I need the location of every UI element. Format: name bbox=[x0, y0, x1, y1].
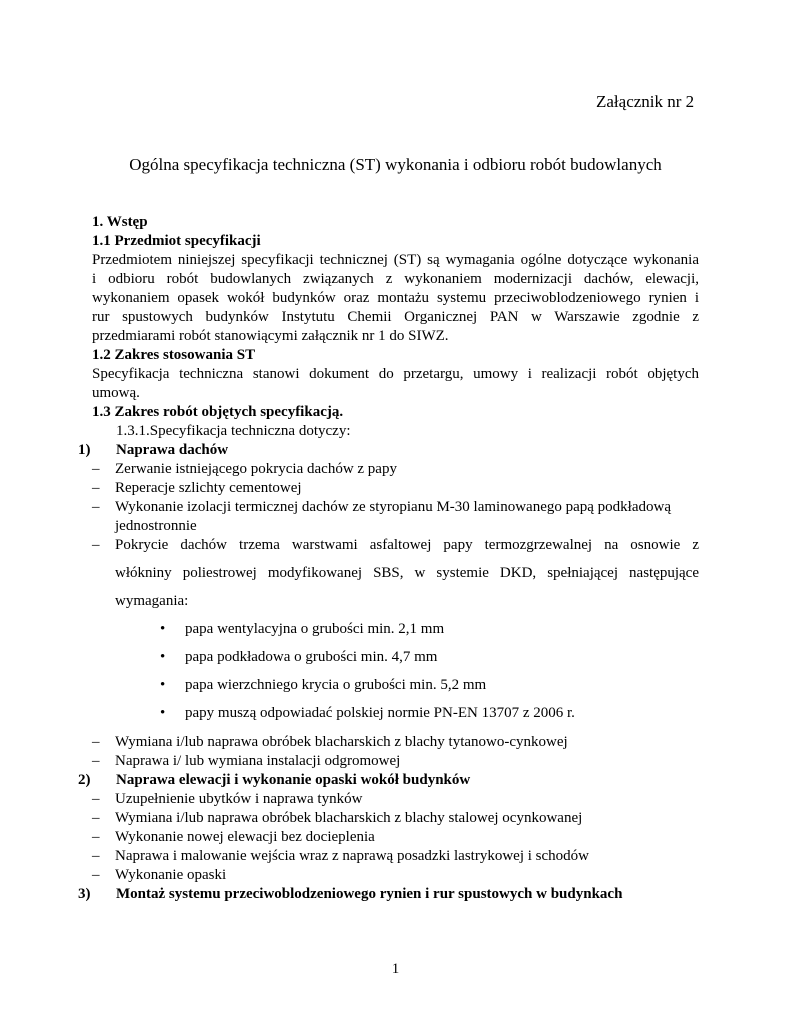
list-item-text: Wykonanie izolacji termicznej dachów ze styropianu M-30 laminowanego papą podkładową bbox=[115, 499, 671, 515]
bullet-marker: • bbox=[160, 677, 166, 693]
paragraph-line: Przedmiotem niniejszej specyfikacji technicznej (ST) są wymagania ogólne dotyczące wykonania bbox=[92, 252, 699, 268]
paragraph-line: Specyfikacja techniczna stanowi dokument do przetargu, umowy i realizacji robót objętych bbox=[92, 366, 699, 382]
bullet-item: papa wierzchniego krycia o grubości min. 5,2 mm bbox=[185, 677, 487, 693]
paragraph-line: i odbioru robót budowlanych związanych z wykonaniem modernizacji dachów, elewacji, bbox=[92, 271, 699, 287]
dash-marker: – bbox=[92, 461, 100, 477]
subsection-heading-scope: 1.2 Zakres stosowania ST bbox=[92, 347, 256, 363]
bullet-item: papa podkładowa o grubości min. 4,7 mm bbox=[185, 649, 438, 665]
list-item-text: Uzupełnienie ubytków i naprawa tynków bbox=[115, 791, 363, 807]
paragraph-line: przedmiarami robót stanowiącymi załącznik nr 1 do SIWZ. bbox=[92, 328, 449, 344]
dash-marker: – bbox=[92, 537, 100, 553]
paragraph-line: umową. bbox=[92, 385, 140, 401]
dash-marker: – bbox=[92, 867, 100, 883]
dash-marker: – bbox=[92, 480, 100, 496]
list-item-text: Wykonanie opaski bbox=[115, 867, 227, 883]
document-title: Ogólna specyfikacja techniczna (ST) wykonania i odbioru robót budowlanych bbox=[129, 155, 662, 174]
bullet-marker: • bbox=[160, 705, 166, 721]
list-item-text: wymagania: bbox=[115, 593, 189, 609]
list-item-title: Montaż systemu przeciwoblodzeniowego rynien i rur spustowych w budynkach bbox=[116, 886, 623, 902]
list-item-text: Reperacje szlichty cementowej bbox=[115, 480, 302, 496]
list-item-text: Wymiana i/lub naprawa obróbek blacharskich z blachy tytanowo-cynkowej bbox=[115, 734, 568, 750]
bullet-marker: • bbox=[160, 621, 166, 637]
list-item-text: jednostronnie bbox=[115, 518, 197, 534]
subsection-heading-works: 1.3 Zakres robót objętych specyfikacją. bbox=[92, 404, 344, 420]
dash-marker: – bbox=[92, 753, 100, 769]
list-number: 2) bbox=[78, 772, 91, 788]
dash-marker: – bbox=[92, 499, 100, 515]
subsection-heading-subject: 1.1 Przedmiot specyfikacji bbox=[92, 233, 261, 249]
list-item-text: Wykonanie nowej elewacji bez docieplenia bbox=[115, 829, 375, 845]
page-number: 1 bbox=[391, 961, 400, 977]
dash-marker: – bbox=[92, 734, 100, 750]
list-item-text: Zerwanie istniejącego pokrycia dachów z papy bbox=[115, 461, 397, 477]
list-item-title: Naprawa elewacji i wykonanie opaski wokół budynków bbox=[116, 772, 471, 788]
annex-label: Załącznik nr 2 bbox=[596, 92, 695, 111]
dash-marker: – bbox=[92, 810, 100, 826]
bullet-marker: • bbox=[160, 649, 166, 665]
section-heading-intro: 1. Wstęp bbox=[92, 214, 148, 230]
paragraph-line: wykonaniem opasek wokół budynków oraz montażu systemu przeciwoblodzeniowego rynien i bbox=[92, 290, 699, 306]
dash-marker: – bbox=[92, 829, 100, 845]
list-item-text: Naprawa i/ lub wymiana instalacji odgromowej bbox=[115, 753, 401, 769]
list-item-text: Wymiana i/lub naprawa obróbek blacharskich z blachy stalowej ocynkowanej bbox=[115, 810, 583, 826]
list-number: 1) bbox=[78, 442, 91, 458]
list-item-title: Naprawa dachów bbox=[116, 442, 229, 458]
paragraph-line: rur spustowych budynków Instytutu Chemii Organicznej PAN w Warszawie zgodnie z bbox=[92, 309, 699, 325]
bullet-item: papy muszą odpowiadać polskiej normie PN-EN 13707 z 2006 r. bbox=[185, 705, 575, 721]
dash-marker: – bbox=[92, 848, 100, 864]
list-number: 3) bbox=[78, 886, 91, 902]
list-item-text: Pokrycie dachów trzema warstwami asfaltowej papy termozgrzewalnej na osnowie z bbox=[115, 537, 699, 553]
list-item-text: Naprawa i malowanie wejścia wraz z naprawą posadzki lastrykowej i schodów bbox=[115, 848, 589, 864]
bullet-item: papa wentylacyjna o grubości min. 2,1 mm bbox=[185, 621, 445, 637]
list-item-text: włókniny poliestrowej modyfikowanej SBS, w systemie DKD, spełniającej następujące bbox=[115, 565, 699, 581]
dash-marker: – bbox=[92, 791, 100, 807]
subsection-intro: 1.3.1.Specyfikacja techniczna dotyczy: bbox=[116, 423, 351, 439]
